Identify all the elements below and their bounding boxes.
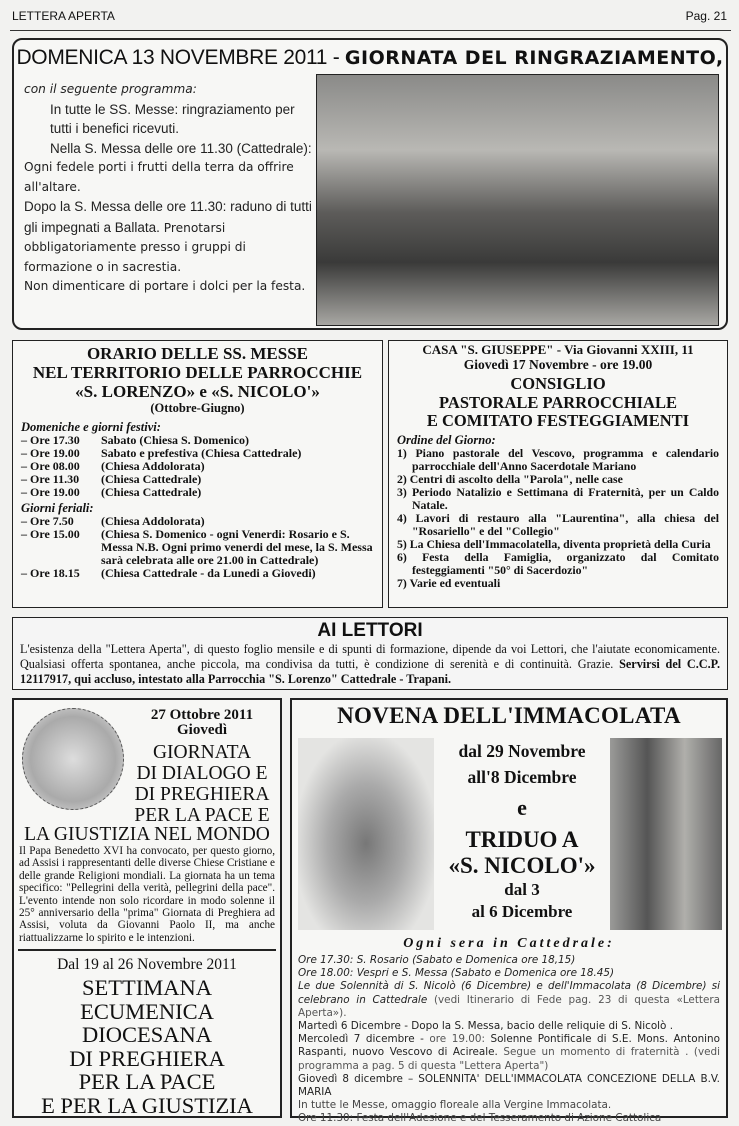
agenda-item: 5) La Chiesa dell'Immacolatella, diventa proprietà della Curia: [397, 536, 711, 551]
divider: [18, 949, 276, 951]
council-box: [388, 340, 728, 608]
novena-to: all'8 Dicembre: [467, 767, 577, 787]
schedule-desc: (Chiesa Cattedrale): [101, 485, 202, 499]
readers-body-text: L'esistenza della "Lettera Aperta", di questo foglio mensile e di spunti di formazione, dipende da voi Lettori, che l'aiutate economicamente. Qualsiasi offerta spontanea, anche piccola, ma condivisa da tutti, è condizione di serenità e di continuità. Grazie.: [20, 642, 720, 671]
dec7-note: Segue un momento di fraternità . (vedi programma a pag. 5 di questa "Lettera Aperta"): [298, 1046, 720, 1072]
program-p2-head: Nella S. Messa delle ore 11.30 (Cattedrale):: [50, 140, 312, 156]
novena-line-vespers: Ore 18.00: Vespri e S. Messa (Sabato e Domenica ore 18.45): [298, 967, 615, 980]
novena-line-dec6: Martedì 6 Dicembre - Dopo la S. Messa, bacio delle reliquie di S. Nicolò .: [298, 1020, 674, 1033]
novena-line-rosary: Ore 17.30: S. Rosario (Sabato e Domenica ore 18,15): [298, 954, 576, 966]
assisi-logo-image: [22, 708, 124, 810]
schedule-time: – Ore 08.00: [21, 459, 80, 473]
thanksgiving-title: [14, 46, 726, 70]
schedule-period: (Ottobre-Giugno): [150, 401, 245, 415]
program-p3: [24, 197, 312, 277]
assisi-box: [12, 698, 282, 1118]
ecumenical-title-6: E PER LA GIUSTIZIA: [41, 1092, 253, 1118]
agenda-item: 2) Centri di ascolto della "Parola", nelle case: [397, 471, 623, 486]
schedule-desc: (Chiesa Addolorata): [101, 459, 205, 473]
schedule-desc: (Chiesa Cattedrale - da Lunedi a Giovedi): [101, 566, 316, 580]
ecumenical-title-4: DI PREGHIERA: [69, 1045, 225, 1071]
thanksgiving-program: [24, 80, 312, 297]
agenda-item: 7) Varie ed eventuali: [397, 575, 501, 590]
church-congregation-photo: [316, 74, 719, 326]
agenda-item: 4) Lavori di restauro alla "Laurentina", alla chiesa del "Rosariello" e del "Collegio": [397, 510, 719, 538]
ecumenical-title-1: SETTIMANA: [82, 975, 212, 1000]
novena-line-floral: In tutte le Messe, omaggio floreale alla Vergine Immacolata.: [298, 1099, 612, 1112]
thanksgiving-box: [12, 38, 728, 330]
council-title-3: E COMITATO FESTEGGIAMENTI: [426, 411, 690, 430]
council-title-1: CONSIGLIO: [510, 374, 606, 393]
assisi-title-4: PER LA PACE E: [134, 805, 270, 826]
ecumenical-title-5: PER LA PACE: [78, 1069, 216, 1094]
novena-and: e: [517, 795, 527, 820]
readers-payment-info: Servirsi del C.C.P. 12117917, qui accluso, intestato alla Parrocchia "S. Lorenzo" Cattedrale - Trapani.: [20, 657, 720, 686]
schedule-time: – Ore 15.00: [21, 527, 80, 541]
feriali-label: Giorni feriali:: [21, 501, 94, 515]
readers-box: [12, 617, 728, 690]
program-p1: In tutte le SS. Messe: ringraziamento per tutti i benefici ricevuti.: [50, 101, 295, 136]
schedule-title-1: ORARIO DELLE SS. MESSE: [86, 344, 309, 363]
readers-body: [13, 642, 727, 687]
page-number: Pag. 21: [685, 9, 727, 23]
agenda-item: 1) Piano pastorale del Vescovo, programma e calendario parrocchiale dell'Anno Sacerdotale Mariano: [397, 445, 719, 473]
novena-box: [290, 698, 728, 1125]
schedule-desc: (Chiesa S. Domenico - ogni Venerdi: Rosario e S. Messa N.B. Ogni primo venerdi del mese, la S. Messa sarà celebrata alle ore 21.00 in Cattedrale): [101, 527, 373, 567]
council-when: Giovedì 17 Novembre - ore 19.00: [463, 357, 653, 372]
schedule-time: – Ore 19.00: [21, 485, 80, 499]
council-place: CASA "S. GIUSEPPE" - Via Giovanni XXIII, 11: [422, 342, 694, 357]
solemnities-ref: (vedi Itinerario di Fede pag. 23 di questa «Lettera Aperta»).: [298, 993, 720, 1019]
dec7-time: ore 19.00:: [429, 1033, 491, 1046]
program-p2-body: Ogni fedele porti i frutti della terra da offrire all'altare.: [24, 160, 294, 194]
novena-line-dec8: Giovedì 8 dicembre – SOLENNITA' DELL'IMMACOLATA CONCEZIONE DELLA B.V. MARIA: [298, 1072, 720, 1099]
assisi-title-5: LA GIUSTIZIA NEL MONDO: [24, 824, 270, 845]
assisi-title-2: DI DIALOGO E: [136, 763, 268, 784]
ecumenical-dates: Dal 19 al 26 Novembre 2011: [57, 956, 237, 973]
readers-title: AI LETTORI: [317, 620, 423, 641]
schedule-title-2: NEL TERRITORIO DELLE PARROCCHIE: [32, 363, 363, 382]
immacolata-image: [298, 738, 434, 930]
agenda-label: Ordine del Giorno:: [397, 432, 496, 447]
schedule-desc: (Chiesa Cattedrale): [101, 472, 202, 486]
assisi-date: 27 Ottobre 2011: [150, 707, 254, 723]
assisi-body: Il Papa Benedetto XVI ha convocato, per questo giorno, ad Assisi i rappresentanti delle diverse Chiese Cristiane e delle grande Religioni mondiali. La giornata ha un tema specifico: "Pellegrini della verità, pellegrini della pace". L'evento intende non solo ricordare in modo solenne il 25° anniversario della "prima" Giornata di Preghiera ad Assisi, voluta da Giovanni Paolo II, ma anche riattualizzarne lo spirito e le intenzioni.: [19, 845, 276, 944]
san-nicolo-image: [610, 738, 722, 930]
dec7-event: Solenne Pontificale di S.E. Mons. Antonino Raspanti, nuovo Vescovo di Acireale.: [298, 1033, 720, 1059]
ecumenical-title-3: DIOCESANA: [81, 1022, 212, 1047]
assisi-day: Giovedì: [176, 722, 227, 738]
schedule-time: – Ore 19.00: [21, 446, 80, 460]
triduo-title-1: TRIDUO A: [465, 827, 579, 852]
dec7-date: Mercoledì 7 dicembre -: [298, 1033, 430, 1046]
novena-evening-heading: Ogni sera in Cattedrale:: [403, 936, 615, 951]
title-event: GIORNATA DEL RINGRAZIAMENTO,: [344, 47, 724, 69]
schedule-desc: Sabato (Chiesa S. Domenico): [101, 433, 250, 447]
ecumenical-title-2: ECUMENICA: [80, 998, 214, 1024]
novena-from: dal 29 Novembre: [458, 741, 586, 761]
triduo-title-2: «S. NICOLO'»: [448, 853, 596, 878]
festivi-label: Domeniche e giorni festivi:: [21, 420, 161, 434]
schedule-time: – Ore 7.50: [21, 514, 74, 528]
schedule-time: – Ore 11.30: [21, 472, 80, 486]
novena-line-dec7: [298, 1033, 720, 1073]
assisi-title-1: GIORNATA: [152, 742, 252, 763]
schedule-desc: Sabato e prefestiva (Chiesa Cattedrale): [101, 446, 302, 460]
schedule-desc: (Chiesa Addolorata): [101, 514, 205, 528]
schedule-time: – Ore 18.15: [21, 566, 80, 580]
triduo-from: dal 3: [504, 880, 540, 899]
schedule-time: – Ore 17.30: [21, 433, 80, 447]
program-intro: con il seguente programma:: [24, 82, 197, 96]
schedule-row: [13, 528, 382, 567]
program-p4: Non dimenticare di portare i dolci per la festa.: [24, 279, 306, 293]
novena-line-solemnities: [298, 980, 720, 1020]
triduo-to: al 6 Dicembre: [471, 902, 573, 921]
schedule-row: [13, 567, 382, 580]
schedule-row: [13, 486, 382, 499]
program-p3-head: Dopo la S. Messa delle ore 11.30: raduno di tutti gli impegnati a Ballata.: [24, 199, 312, 235]
assisi-title-3: DI PREGHIERA: [134, 784, 270, 805]
novena-title: NOVENA DELL'IMMACOLATA: [337, 703, 681, 728]
novena-line-ac: Ore 11.30: Festa dell'Adesione e del Tesseramento di Azione Cattolica: [298, 1112, 662, 1125]
agenda-item: 6) Festa della Famiglia, organizzato dal Comitato festeggiamenti "50° di Sacerdozio": [397, 549, 719, 577]
agenda-item: 3) Periodo Natalizio e Settimana di Fraternità, per un Caldo Natale.: [397, 484, 719, 512]
publication-name: LETTERA APERTA: [12, 9, 115, 23]
mass-schedule-box: [12, 340, 383, 608]
header-rule: [10, 30, 731, 31]
solemnities-text: Le due Solennità di S. Nicolò (6 Dicembre) e dell'Immacolata (8 Dicembre) si celebrano in Cattedrale: [298, 980, 720, 1006]
program-p3-body: Prenotarsi obbligatoriamente presso i gruppi di formazione o in sacrestia.: [24, 220, 246, 274]
title-date: DOMENICA 13 NOVEMBRE 2011 -: [16, 46, 345, 69]
council-title-2: PASTORALE PARROCCHIALE: [439, 392, 677, 412]
schedule-title-3: «S. LORENZO» e «S. NICOLO'»: [75, 382, 320, 401]
